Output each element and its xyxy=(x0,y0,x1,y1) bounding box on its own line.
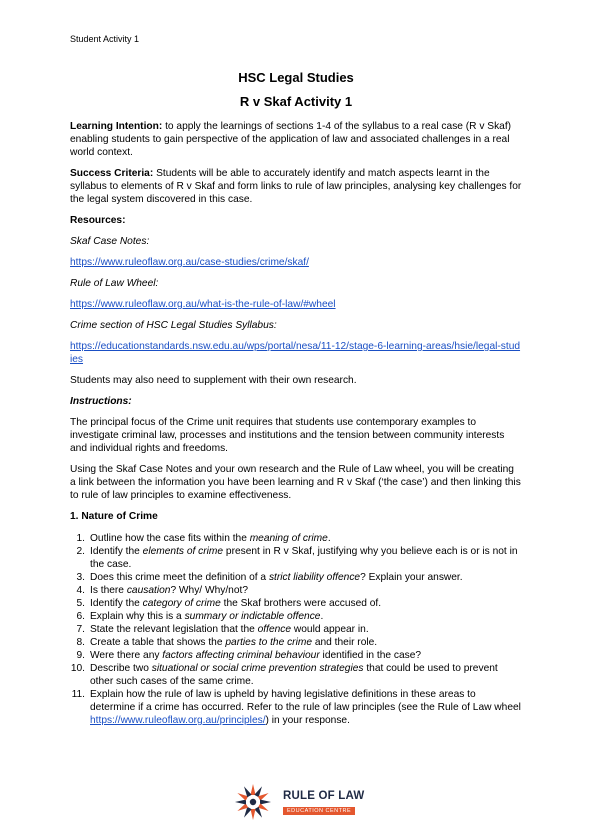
question-text: identified in the case? xyxy=(319,650,422,661)
question-key-term: parties to the crime xyxy=(225,637,312,648)
question-key-term: strict liability offence xyxy=(268,572,361,583)
principles-link[interactable]: https://www.ruleoflaw.org.au/principles/ xyxy=(90,715,266,726)
question-key-term: summary or indictable offence xyxy=(184,611,321,622)
resources-heading: Resources: xyxy=(70,215,126,226)
question-number: 5. xyxy=(76,598,85,609)
question-item xyxy=(70,571,522,584)
question-text: would appear in. xyxy=(291,624,369,635)
question-text: . xyxy=(320,611,324,622)
document-title: HSC Legal Studies xyxy=(238,70,354,85)
success-criteria-label: Success Criteria: xyxy=(70,168,154,179)
question-key-term: causation xyxy=(126,585,171,596)
question-item xyxy=(70,597,522,610)
question-text: ? Why/ Why/not? xyxy=(170,585,249,596)
question-number: 7. xyxy=(76,624,85,635)
question-item xyxy=(70,688,522,727)
logo-title: RULE OF LAW xyxy=(283,790,365,802)
supplement-note: Students may also need to supplement with their own research. xyxy=(70,375,357,386)
question-text: Explain why this is a xyxy=(90,611,185,622)
question-item xyxy=(70,649,522,662)
instructions-paragraph: Using the Skaf Case Notes and your own research and the Rule of Law wheel, you will be creating a link between the information you have been learning and R v Skaf (‘the case’) and then linking this to rule of law principles to examine effectiveness. xyxy=(70,464,521,501)
question-text: Create a table that shows the xyxy=(90,637,226,648)
question-number: 3. xyxy=(76,572,85,583)
question-key-term: category of crime xyxy=(142,598,221,609)
document-subtitle: R v Skaf Activity 1 xyxy=(239,94,353,109)
resource-label: Crime section of HSC Legal Studies Syllabus: xyxy=(70,320,277,331)
rule-of-law-logo xyxy=(230,782,370,822)
question-number: 10. xyxy=(70,663,85,674)
question-text: Outline how the case fits within the xyxy=(90,533,250,544)
resource-link[interactable]: https://educationstandards.nsw.edu.au/wps/portal/nesa/11-12/stage-6-learning-areas/hsie/legal-studies xyxy=(70,341,521,365)
question-item xyxy=(70,623,522,636)
question-text: and their role. xyxy=(312,637,378,648)
question-item xyxy=(70,636,522,649)
question-text: ? Explain your answer. xyxy=(360,572,463,583)
question-text: Does this crime meet the definition of a xyxy=(90,572,269,583)
resource-link[interactable]: https://www.ruleoflaw.org.au/case-studies/crime/skaf/ xyxy=(70,257,309,268)
question-number: 1. xyxy=(76,533,85,544)
question-key-term: meaning of crime xyxy=(249,533,328,544)
question-text: State the relevant legislation that the xyxy=(90,624,258,635)
question-item xyxy=(70,662,522,688)
question-number: 11. xyxy=(71,689,85,700)
question-key-term: elements of crime xyxy=(142,546,224,557)
instructions-paragraph: The principal focus of the Crime unit requires that students use contemporary examples to investigate criminal law, processes and institutions and the tension between community interests and individual rights and freedoms. xyxy=(70,417,505,454)
question-number: 4. xyxy=(76,585,85,596)
section-heading: 1. Nature of Crime xyxy=(70,511,158,522)
question-text: Identify the xyxy=(90,598,143,609)
resource-label: Rule of Law Wheel: xyxy=(70,278,159,289)
question-text: the Skaf brothers were accused of. xyxy=(220,598,382,609)
question-item xyxy=(70,545,522,571)
question-item xyxy=(70,610,522,623)
question-text: ) in your response. xyxy=(265,715,350,726)
question-list xyxy=(70,532,522,727)
question-text: Describe two xyxy=(90,663,152,674)
learning-intention xyxy=(70,120,522,159)
question-text: Is there xyxy=(90,585,127,596)
question-key-term: situational or social crime prevention strategies xyxy=(151,663,364,674)
learning-intention-label: Learning Intention: xyxy=(70,121,163,132)
question-text: . xyxy=(327,533,331,544)
question-number: 2. xyxy=(76,546,85,557)
learning-intention-text: to apply the learnings of sections 1-4 of the syllabus to a real case (R v Skaf) enabling students to gain perspective of the application of law and associated challenges in a real world context. xyxy=(70,121,512,158)
resource-label: Skaf Case Notes: xyxy=(70,236,150,247)
document-body xyxy=(70,120,522,727)
question-item xyxy=(70,584,522,597)
question-text: Explain how the rule of law is upheld by having legislative definitions in these areas to determine if a crime has occurred. Refer to the rule of law principles (see the Rule of Law wheel xyxy=(90,689,521,713)
question-key-term: offence xyxy=(257,624,292,635)
success-criteria xyxy=(70,167,522,206)
question-item xyxy=(70,532,522,545)
page-header: Student Activity 1 xyxy=(70,34,140,44)
logo-subtitle: EDUCATION CENTRE xyxy=(283,807,355,815)
question-text: Were there any xyxy=(90,650,163,661)
success-criteria-text: Students will be able to accurately identify and match aspects learnt in the syllabus to elements of R v Skaf and form links to rule of law principles, analysing key challenges for the legal system discovered in this case. xyxy=(70,168,522,205)
instructions-heading: Instructions: xyxy=(70,396,132,407)
question-number: 8. xyxy=(76,637,85,648)
question-text: that could be used to prevent other such cases of the same crime. xyxy=(90,663,498,687)
logo-sunburst-icon xyxy=(230,782,276,822)
question-number: 9. xyxy=(76,650,85,661)
question-text: present in R v Skaf, justifying why you believe each is or is not in the case. xyxy=(90,546,518,570)
resource-link[interactable]: https://www.ruleoflaw.org.au/what-is-the-rule-of-law/#wheel xyxy=(70,299,336,310)
question-text: Identify the xyxy=(90,546,143,557)
question-number: 6. xyxy=(76,611,85,622)
question-key-term: factors affecting criminal behaviour xyxy=(162,650,320,661)
